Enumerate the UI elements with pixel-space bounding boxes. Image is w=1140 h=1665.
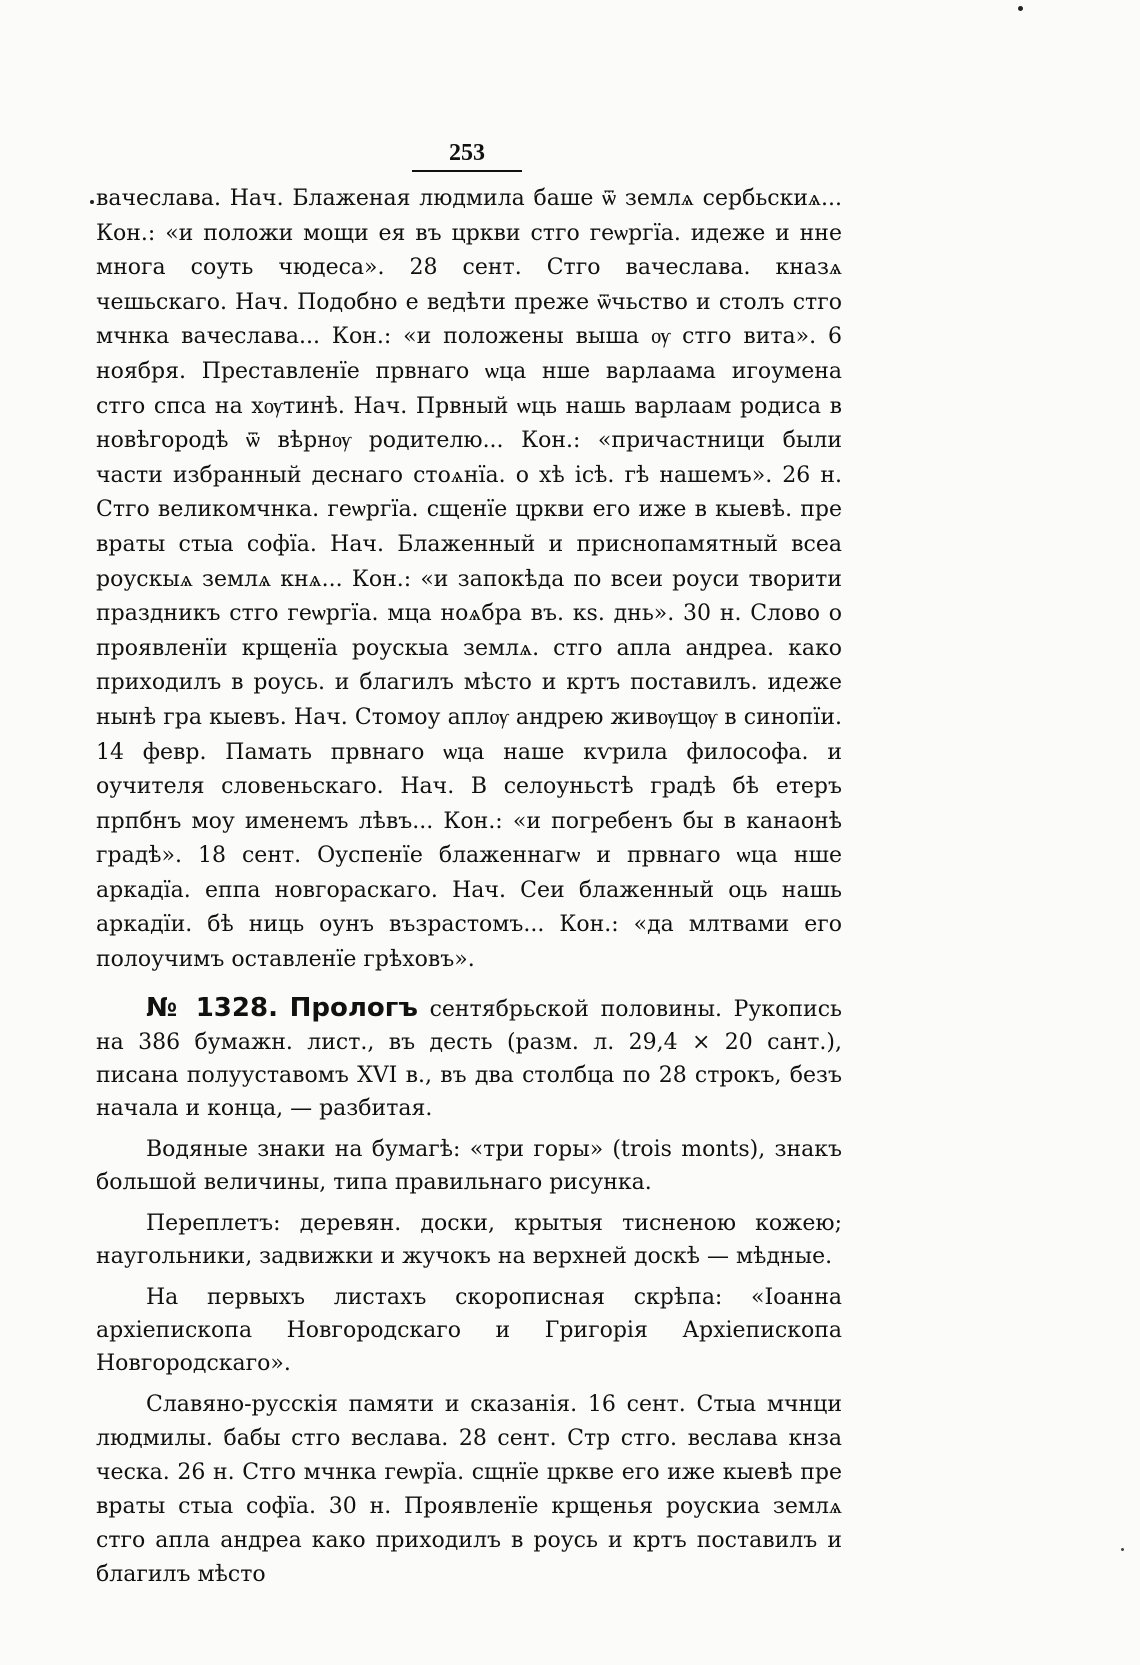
scan-speck	[1018, 6, 1023, 11]
slavonic-section-lead: Славяно-русскія памяти и сказанія.	[146, 1391, 578, 1417]
scan-speck	[1121, 1548, 1124, 1551]
watermarks-paragraph: Водяные знаки на бумагѣ: «три горы» (trois monts), знакъ большой величины, типа правильнаго рисунка.	[96, 1136, 842, 1195]
scan-speck	[90, 200, 94, 204]
entry-description: сентябрьской половины. Рукопись на 386 бумажн. лист., въ десть (разм. л. 29,4 × 20 сант.), писана полууставомъ XVI в., въ два столбца по 28 строкъ, безъ начала и конца, — разбитая.	[96, 996, 842, 1121]
page-number: 253	[449, 140, 485, 166]
entry-number: № 1328.	[146, 992, 278, 1023]
binding-paragraph: Переплетъ: деревян. доски, крытыя тисненою кожею; наугольники, задвижки и жучокъ на верхней доскѣ — мѣдные.	[96, 1210, 842, 1269]
inscription-paragraph: На первыхъ листахъ скорописная скрѣпа: «Іоанна архіепископа Новгородскаго и Григорія Архіепископа Новгородскаго».	[96, 1284, 842, 1376]
entry-heading	[96, 992, 842, 1125]
slavonic-section-text: 16 сент. Стыа мчнци людмилы. бабы стго веслава. 28 сент. Стр стго. веслава кнза ческа. 26 н. Стго мчнка геѡрїа. сщнїе цркве его иже кыевѣ пре враты стыа софїа. 30 н. Проявленїе крщенья роускиа землѧ стго апла андреа како приходилъ в роусь и кртъ поставилъ и благилъ мѣсто	[96, 1391, 842, 1587]
page-body	[96, 182, 842, 1592]
entry-title: Прологъ	[289, 992, 418, 1023]
page-number-rule	[412, 170, 522, 172]
continuation-text: вачеслава. Нач. Блаженая людмила баше ѿ землѧ сербьскиѧ... Кон.: «и положи мощи ея въ цркви стго геѡргїа. идеже и нне многа соуть чюдеса». 28 сент. Стго вачеслава. кназѧ чешьскаго. Нач. Подобно е ведѣти преже ѿчьство и столъ стго мчнка вачеслава... Кон.: «и положены выша ѹ стго вита». 6 ноября. Преставленїе првнаго ѡца нше варлаама игоумена стго спса на хѹтинѣ. Нач. Првный ѡць нашь варлаам родиса в новѣгородѣ ѿ вѣрнѹ родителю... Кон.: «причастници были части избранный деснаго стоѧнїа. о хѣ ісѣ. гѣ нашемъ». 26 н. Стго великомчнка. геѡргїа. сщенїе цркви его иже в кыевѣ. пре враты стыа софїа. Нач. Блаженный и приснопамятный всеа роускыѧ землѧ кнѧ... Кон.: «и запокѣда по всеи роуси творити праздникъ стго геѡргїа. мца ноѧбра въ. кѕ. днь». 30 н. Слово о проявленїи крщенїа роускыа землѧ. стго апла андреа. како приходилъ в роусь. и благилъ мѣсто и кртъ поставилъ. идеже нынѣ гра кыевъ. Нач. Стомоу аплѹ андрею живѹщѹ в синопїи. 14 февр. Памать првнаго ѡца наше кѵрила философа. и оучителя словеньскаго. Нач. В селоуньстѣ градѣ бѣ етеръ прпбнъ моу именемъ лѣвъ... Кон.: «и погребенъ бы в канаонѣ градѣ». 18 сент. Оуспенїе блаженнагѡ и првнаго ѡца нше аркадїа. еппа новгораскаго. Нач. Сеи блаженный оць нашь аркадїи. бѣ ниць оунъ възрастомъ... Кон.: «да млтвами его полоучимъ оставленїе грѣховъ».	[96, 186, 842, 973]
slavonic-section	[96, 1388, 842, 1592]
